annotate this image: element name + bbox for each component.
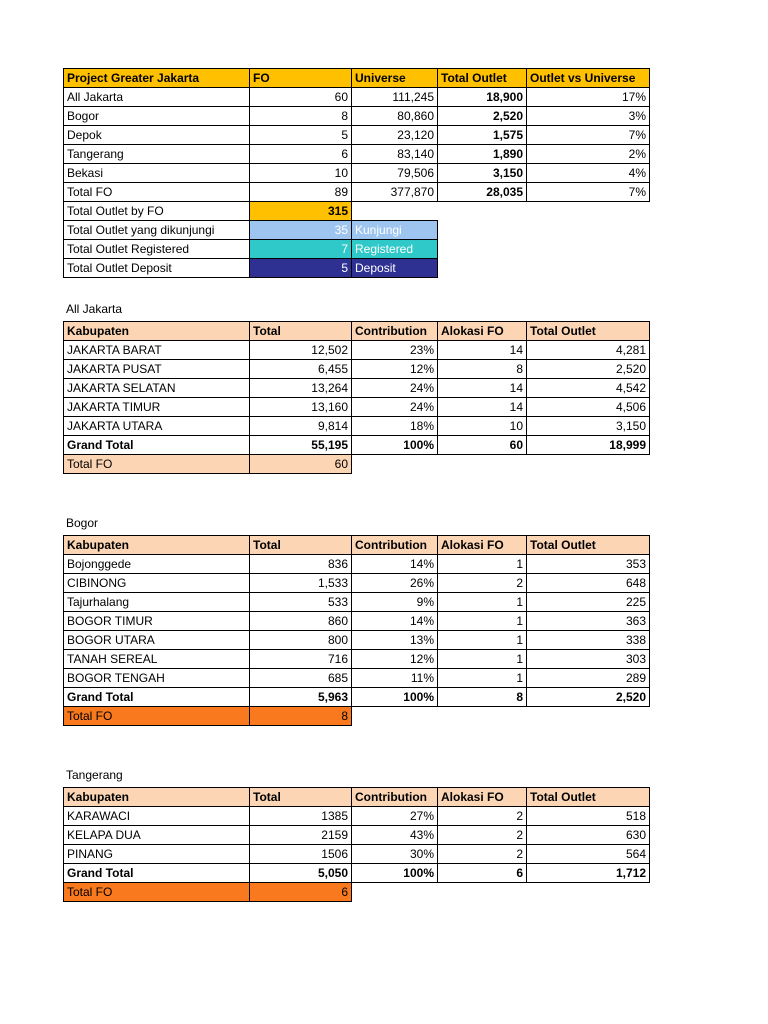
- table-row: [64, 807, 650, 826]
- cell: 60: [250, 88, 352, 107]
- header-cell: Alokasi FO: [438, 536, 527, 555]
- cell: BOGOR TIMUR: [64, 612, 250, 631]
- cell: 533: [250, 593, 352, 612]
- cell: 1385: [250, 807, 352, 826]
- cell: 4,281: [527, 341, 650, 360]
- cell: 14: [438, 398, 527, 417]
- outlet-by-fo-row: [64, 202, 650, 221]
- outlet-by-fo-label: Total Outlet by FO: [64, 202, 250, 221]
- header-cell: Alokasi FO: [438, 322, 527, 341]
- cell: KELAPA DUA: [64, 826, 250, 845]
- cell: 836: [250, 555, 352, 574]
- cell: BOGOR UTARA: [64, 631, 250, 650]
- cell: 111,245: [352, 88, 438, 107]
- cell: 26%: [352, 574, 438, 593]
- cell: Grand Total: [64, 864, 250, 883]
- table-row: [64, 164, 650, 183]
- cell: 289: [527, 669, 650, 688]
- cell: 860: [250, 612, 352, 631]
- cell: 2: [438, 845, 527, 864]
- table-row: [64, 574, 650, 593]
- cell: 1: [438, 650, 527, 669]
- cell: 716: [250, 650, 352, 669]
- cell: 8: [438, 688, 527, 707]
- cell: JAKARTA SELATAN: [64, 379, 250, 398]
- cell: Tangerang: [64, 145, 250, 164]
- header-cell: Project Greater Jakarta: [64, 69, 250, 88]
- header-cell: Total Outlet: [527, 788, 650, 807]
- table-row: [64, 417, 650, 436]
- header-cell: Outlet vs Universe: [527, 69, 650, 88]
- kunjungi-tag: Kunjungi: [352, 221, 438, 240]
- grand-total-row: [64, 688, 650, 707]
- bogor-table: [63, 535, 650, 726]
- cell: 630: [527, 826, 650, 845]
- cell: Grand Total: [64, 436, 250, 455]
- tangerang-header-row: [64, 788, 650, 807]
- cell: 24%: [352, 398, 438, 417]
- summary-table: [63, 68, 650, 278]
- cell: 11%: [352, 669, 438, 688]
- summary-header-row: [64, 69, 650, 88]
- bogor-header-row: [64, 536, 650, 555]
- cell: 2%: [527, 145, 650, 164]
- table-row: [64, 826, 650, 845]
- cell: 14: [438, 341, 527, 360]
- cell: 3,150: [438, 164, 527, 183]
- total-fo-row: [64, 455, 650, 474]
- cell: 1: [438, 631, 527, 650]
- header-cell: Total Outlet: [527, 536, 650, 555]
- jakarta-table: [63, 321, 650, 474]
- cell: 89: [250, 183, 352, 202]
- cell: Grand Total: [64, 688, 250, 707]
- cell: 79,506: [352, 164, 438, 183]
- header-cell: Alokasi FO: [438, 788, 527, 807]
- cell: 338: [527, 631, 650, 650]
- header-cell: Kabupaten: [64, 788, 250, 807]
- cell: 14%: [352, 612, 438, 631]
- cell: 5,050: [250, 864, 352, 883]
- header-cell: Total Outlet: [438, 69, 527, 88]
- cell: 18%: [352, 417, 438, 436]
- header-cell: Total: [250, 322, 352, 341]
- cell: 43%: [352, 826, 438, 845]
- cell: 7%: [527, 126, 650, 145]
- registered-tag: Registered: [352, 240, 438, 259]
- cell: JAKARTA BARAT: [64, 341, 250, 360]
- table-row: [64, 650, 650, 669]
- cell: 6: [250, 145, 352, 164]
- cell: 24%: [352, 379, 438, 398]
- cell: 8: [250, 107, 352, 126]
- table-row: [64, 593, 650, 612]
- header-cell: Total Outlet: [527, 322, 650, 341]
- cell: 518: [527, 807, 650, 826]
- registered-row: [64, 240, 650, 259]
- registered-value: 7: [250, 240, 352, 259]
- cell: 2: [438, 826, 527, 845]
- cell: 30%: [352, 845, 438, 864]
- header-cell: Universe: [352, 69, 438, 88]
- cell: 14%: [352, 555, 438, 574]
- cell: 1,575: [438, 126, 527, 145]
- cell: 100%: [352, 864, 438, 883]
- cell: JAKARTA TIMUR: [64, 398, 250, 417]
- table-row: [64, 612, 650, 631]
- cell: All Jakarta: [64, 88, 250, 107]
- total-fo-label: Total FO: [64, 707, 250, 726]
- kunjungi-label: Total Outlet yang dikunjungi: [64, 221, 250, 240]
- cell: TANAH SEREAL: [64, 650, 250, 669]
- cell: 1: [438, 612, 527, 631]
- cell: 23,120: [352, 126, 438, 145]
- cell: 12,502: [250, 341, 352, 360]
- cell: 2159: [250, 826, 352, 845]
- cell: 3%: [527, 107, 650, 126]
- grand-total-row: [64, 864, 650, 883]
- cell: 1: [438, 593, 527, 612]
- cell: 100%: [352, 436, 438, 455]
- table-row: [64, 379, 650, 398]
- table-row: [64, 126, 650, 145]
- cell: 9%: [352, 593, 438, 612]
- cell: 2,520: [527, 688, 650, 707]
- deposit-tag: Deposit: [352, 259, 438, 278]
- cell: PINANG: [64, 845, 250, 864]
- cell: 685: [250, 669, 352, 688]
- cell: 23%: [352, 341, 438, 360]
- total-fo-value: 8: [250, 707, 352, 726]
- cell: 100%: [352, 688, 438, 707]
- cell: 2: [438, 807, 527, 826]
- registered-label: Total Outlet Registered: [64, 240, 250, 259]
- cell: Tajurhalang: [64, 593, 250, 612]
- cell: 2: [438, 574, 527, 593]
- cell: 6: [438, 864, 527, 883]
- cell: Bogor: [64, 107, 250, 126]
- cell: JAKARTA UTARA: [64, 417, 250, 436]
- total-fo-label: Total FO: [64, 883, 250, 902]
- cell: 303: [527, 650, 650, 669]
- cell: 83,140: [352, 145, 438, 164]
- cell: 14: [438, 379, 527, 398]
- cell: 17%: [527, 88, 650, 107]
- cell: 4,542: [527, 379, 650, 398]
- cell: 27%: [352, 807, 438, 826]
- cell: 800: [250, 631, 352, 650]
- cell: 55,195: [250, 436, 352, 455]
- deposit-value: 5: [250, 259, 352, 278]
- kunjungi-value: 35: [250, 221, 352, 240]
- cell: 4,506: [527, 398, 650, 417]
- cell: 12%: [352, 650, 438, 669]
- table-row: [64, 398, 650, 417]
- section-title-tangerang: Tangerang: [66, 768, 123, 782]
- cell: 10: [438, 417, 527, 436]
- tangerang-table: [63, 787, 650, 902]
- deposit-label: Total Outlet Deposit: [64, 259, 250, 278]
- table-row: [64, 669, 650, 688]
- header-cell: Kabupaten: [64, 322, 250, 341]
- header-cell: Contribution: [352, 322, 438, 341]
- jakarta-header-row: [64, 322, 650, 341]
- table-row: [64, 145, 650, 164]
- table-row-total: [64, 183, 650, 202]
- header-cell: Contribution: [352, 536, 438, 555]
- cell: 1,890: [438, 145, 527, 164]
- table-row: [64, 631, 650, 650]
- cell: 3,150: [527, 417, 650, 436]
- grand-total-row: [64, 436, 650, 455]
- table-row: [64, 555, 650, 574]
- cell: 1,533: [250, 574, 352, 593]
- cell: 363: [527, 612, 650, 631]
- cell: 18,900: [438, 88, 527, 107]
- section-title-jakarta: All Jakarta: [66, 302, 123, 316]
- total-fo-row: [64, 707, 650, 726]
- cell: BOGOR TENGAH: [64, 669, 250, 688]
- header-cell: Kabupaten: [64, 536, 250, 555]
- outlet-by-fo-value: 315: [250, 202, 352, 221]
- total-fo-value: 6: [250, 883, 352, 902]
- cell: 377,870: [352, 183, 438, 202]
- cell: Total FO: [64, 183, 250, 202]
- cell: 12%: [352, 360, 438, 379]
- cell: 6,455: [250, 360, 352, 379]
- cell: 7%: [527, 183, 650, 202]
- header-cell: Contribution: [352, 788, 438, 807]
- cell: 18,999: [527, 436, 650, 455]
- cell: 4%: [527, 164, 650, 183]
- header-cell: Total: [250, 788, 352, 807]
- table-row: [64, 341, 650, 360]
- table-row: [64, 845, 650, 864]
- total-fo-value: 60: [250, 455, 352, 474]
- total-fo-row: [64, 883, 650, 902]
- cell: Bojonggede: [64, 555, 250, 574]
- cell: 28,035: [438, 183, 527, 202]
- cell: JAKARTA PUSAT: [64, 360, 250, 379]
- cell: 13,160: [250, 398, 352, 417]
- cell: 60: [438, 436, 527, 455]
- cell: KARAWACI: [64, 807, 250, 826]
- cell: Bekasi: [64, 164, 250, 183]
- deposit-row: [64, 259, 650, 278]
- cell: 1: [438, 669, 527, 688]
- cell: 225: [527, 593, 650, 612]
- cell: 564: [527, 845, 650, 864]
- table-row: [64, 88, 650, 107]
- cell: 10: [250, 164, 352, 183]
- cell: 1,712: [527, 864, 650, 883]
- cell: 80,860: [352, 107, 438, 126]
- header-cell: FO: [250, 69, 352, 88]
- table-row: [64, 360, 650, 379]
- cell: 8: [438, 360, 527, 379]
- total-fo-label: Total FO: [64, 455, 250, 474]
- section-title-bogor: Bogor: [66, 516, 99, 530]
- cell: Depok: [64, 126, 250, 145]
- cell: 2,520: [438, 107, 527, 126]
- cell: 2,520: [527, 360, 650, 379]
- cell: 13%: [352, 631, 438, 650]
- cell: 648: [527, 574, 650, 593]
- cell: 9,814: [250, 417, 352, 436]
- cell: CIBINONG: [64, 574, 250, 593]
- kunjungi-row: [64, 221, 650, 240]
- cell: 353: [527, 555, 650, 574]
- table-row: [64, 107, 650, 126]
- cell: 5,963: [250, 688, 352, 707]
- cell: 1506: [250, 845, 352, 864]
- cell: 5: [250, 126, 352, 145]
- cell: 1: [438, 555, 527, 574]
- header-cell: Total: [250, 536, 352, 555]
- cell: 13,264: [250, 379, 352, 398]
